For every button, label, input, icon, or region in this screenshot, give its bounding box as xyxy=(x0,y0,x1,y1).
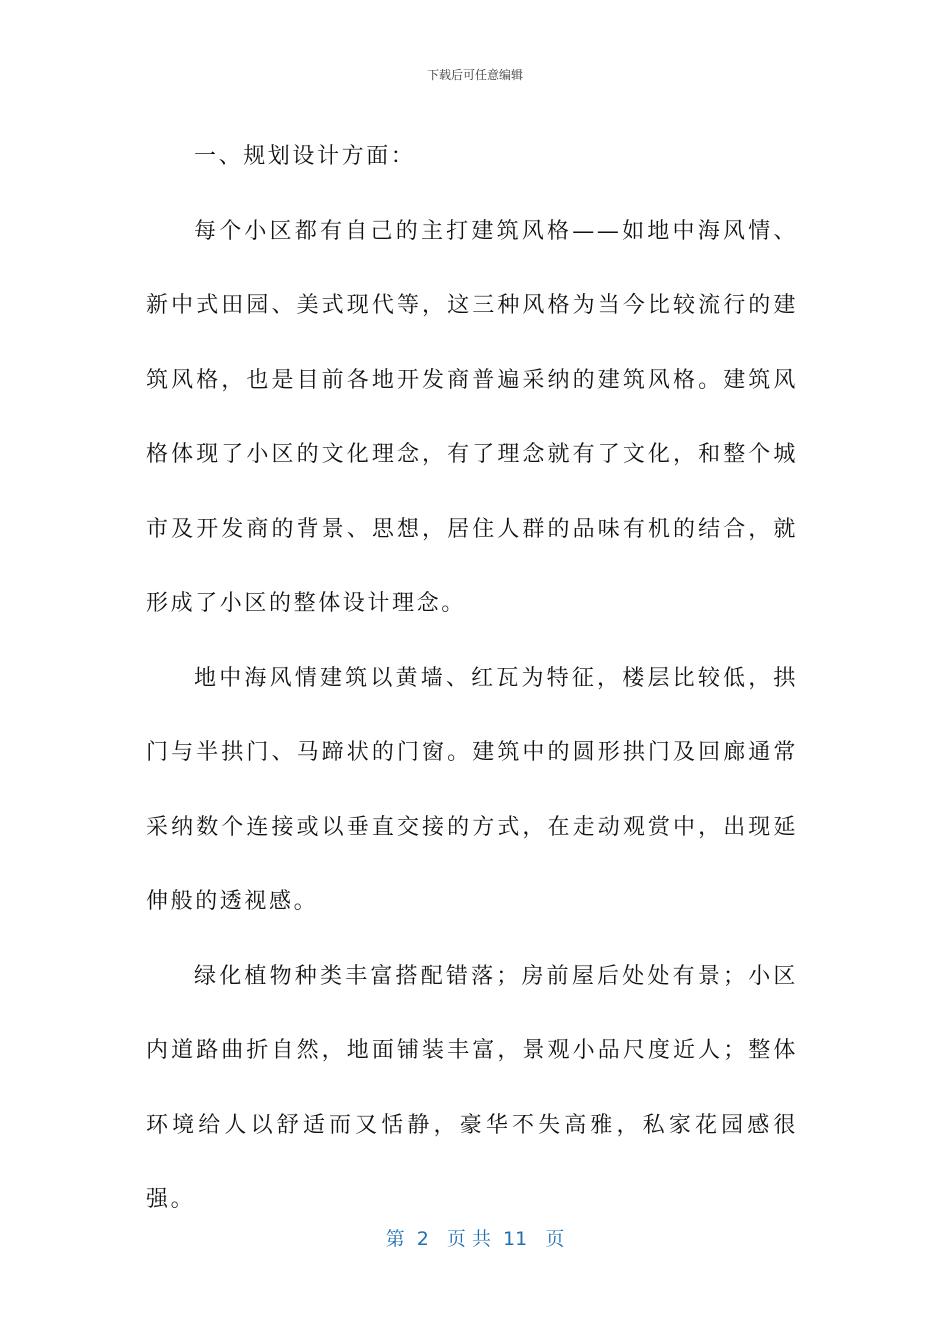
paragraph-greenery: 绿化植物种类丰富搭配错落；房前屋后处处有景；小区内道路曲折自然，地面铺装丰富，景观小品尺度近人；整体环境给人以舒适而又恬静，豪华不失高雅，私家花园感很强。 xyxy=(146,963,798,1212)
page-footer-pagination: 第 2 页 共 11 页 xyxy=(385,1228,565,1250)
paragraph-architecture-style: 每个小区都有自己的主打建筑风格——如地中海风情、新中式田园、美式现代等，这三种风格为当今比较流行的建筑风格，也是目前各地开发商普遍采纳的建筑风格。建筑风格体现了小区的文化理念，有了理念就有了文化，和整个城市及开发商的背景、思想，居住人群的品味有机的结合，就形成了小区的整体设计理念。 xyxy=(146,218,798,616)
document-body xyxy=(146,120,798,1238)
page-header: 下载后可任意编辑 xyxy=(426,68,523,82)
paragraph-mediterranean: 地中海风情建筑以黄墙、红瓦为特征，楼层比较低，拱门与半拱门、马蹄状的门窗。建筑中的圆形拱门及回廊通常采纳数个连接或以垂直交接的方式，在走动观赏中，出现延伸般的透视感。 xyxy=(146,665,798,914)
section-heading: 一、规划设计方面： xyxy=(194,144,416,169)
